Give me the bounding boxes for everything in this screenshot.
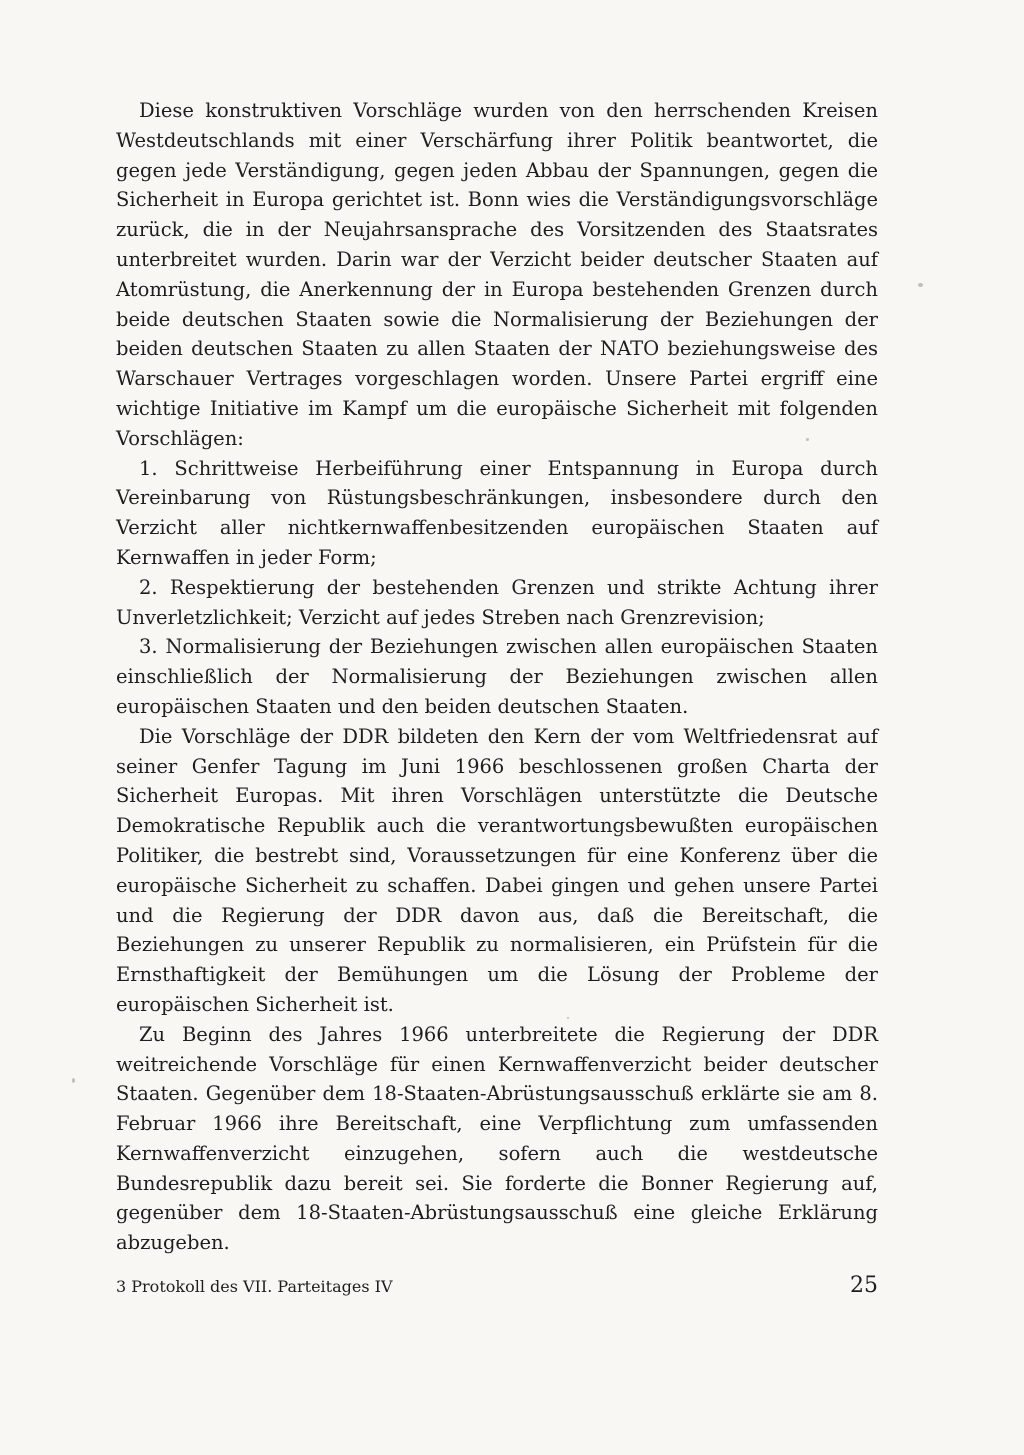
list-item: 3. Normalisierung der Beziehungen zwischen allen europäischen Staaten einschließlich der Normalisierung der Beziehungen zwischen allen europäischen Staaten und den beiden deutschen Staaten. [116,635,878,718]
page-number: 25 [850,1273,878,1298]
printer-signature: 3 Protokoll des VII. Parteitages IV [116,1277,393,1296]
list-item: 2. Respektierung der bestehenden Grenzen und strikte Achtung ihrer Unverletzlichkeit; Verzicht auf jedes Streben nach Grenzrevision; [116,575,878,629]
paragraph: Die Vorschläge der DDR bildeten den Kern der vom Weltfriedensrat auf seiner Genfer Tagung im Juni 1966 beschlossenen großen Charta der Sicherheit Europas. Mit ihren Vorschlägen unterstützte die Deutsche Demokratische Republik auch die verantwortungsbewußten europäischen Politiker, die bestrebt sind, Voraussetzungen für eine Konferenz über die europäische Sicherheit zu schaffen. Dabei gingen und gehen unsere Partei und die Regierung der DDR davon aus, daß die Bereitschaft, die Beziehungen zu unserer Republik zu normalisieren, ein Prüfstein für die Ernsthaftigkeit der Bemühungen um die Lösung der Probleme der europäischen Sicherheit ist. [116,724,878,1016]
scan-speck [72,1078,75,1083]
list-item: 1. Schrittweise Herbeiführung einer Entspannung in Europa durch Vereinbarung von Rüstungsbeschränkungen, insbesondere durch den Verzicht aller nichtkernwaffenbesitzenden europäischen Staaten auf Kernwaffen in jeder Form; [116,456,878,569]
paragraph: Diese konstruktiven Vorschläge wurden von den herrschenden Kreisen Westdeutschlands mit einer Verschärfung ihrer Politik beantwortet, die gegen jede Verständigung, gegen jeden Abbau der Spannungen, gegen die Sicherheit in Europa gerichtet ist. Bonn wies die Verständigungsvorschläge zurück, die in der Neujahrsansprache des Vorsitzenden des Staatsrates unterbreitet wurden. Darin war der Verzicht beider deutscher Staaten auf Atomrüstung, die Anerkennung der in Europa bestehenden Grenzen durch beide deutschen Staaten sowie die Normalisierung der Beziehungen der beiden deutschen Staaten zu allen Staaten der NATO beziehungsweise des Warschauer Vertrages vorgeschlagen worden. Unsere Partei ergriff eine wichtige Initiative im Kampf um die europäische Sicherheit mit folgenden Vorschlägen: [116,99,878,450]
page-footer [116,1273,878,1303]
paragraph: Zu Beginn des Jahres 1966 unterbreitete die Regierung der DDR weitreichende Vorschläge für einen Kernwaffenverzicht beider deutscher Staaten. Gegenüber dem 18-Staaten-Abrüstungsausschuß erklärte sie am 8. Februar 1966 ihre Bereitschaft, eine Verpflichtung zum umfassenden Kernwaffenverzicht einzugehen, sofern auch die westdeutsche Bundesrepublik dazu bereit sei. Sie forderte die Bonner Regierung auf, gegenüber dem 18-Staaten-Abrüstungsausschuß eine gleiche Erklärung abzugeben. [116,1022,878,1255]
scan-speck [918,283,923,287]
body-text [116,96,878,1258]
